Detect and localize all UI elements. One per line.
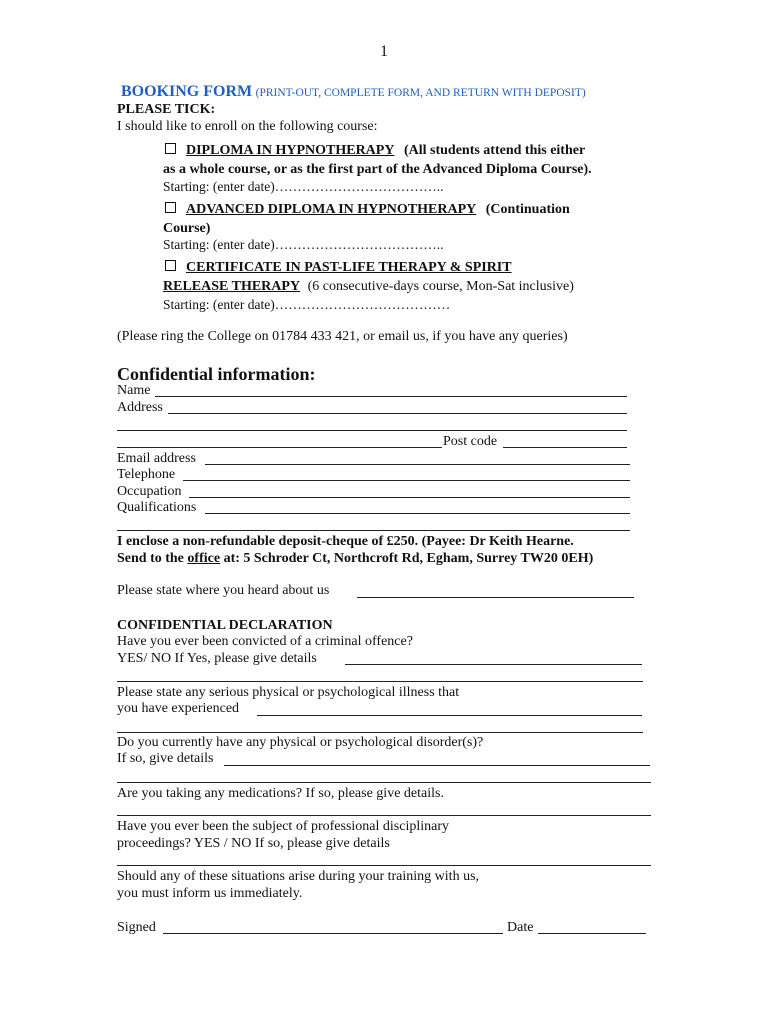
declaration-note-2: you must inform us immediately. bbox=[117, 886, 303, 901]
q1-text: Have you ever been convicted of a criminal offence? bbox=[117, 634, 413, 649]
course-advanced-start-date[interactable]: Starting: (enter date)……………………………….. bbox=[163, 237, 444, 252]
postcode-field[interactable] bbox=[503, 447, 627, 448]
address-label: Address bbox=[117, 400, 163, 415]
name-label: Name bbox=[117, 383, 151, 398]
signature-field[interactable] bbox=[163, 933, 503, 934]
q2-details-field[interactable] bbox=[257, 715, 642, 716]
deposit-address: at: 5 Schroder Ct, Northcroft Rd, Egham, Surrey TW20 0EH) bbox=[220, 551, 594, 566]
course-diploma bbox=[165, 143, 585, 159]
q3-text-2: If so, give details bbox=[117, 751, 214, 766]
heard-about-field[interactable] bbox=[357, 597, 634, 598]
q1-yes-no: YES/ NO If Yes, please give details bbox=[117, 651, 317, 666]
course-pastlife-name: CERTIFICATE IN PAST-LIFE THERAPY & SPIRIT bbox=[186, 260, 512, 275]
qualifications-label: Qualifications bbox=[117, 500, 197, 515]
date-label: Date bbox=[507, 920, 534, 935]
course-advanced-desc: (Continuation bbox=[485, 202, 570, 217]
checkbox-diploma[interactable] bbox=[165, 143, 176, 154]
course-pastlife-desc: (6 consecutive-days course, Mon-Sat inclusive) bbox=[307, 279, 574, 294]
course-diploma-desc-2: as a whole course, or as the first part of the Advanced Diploma Course). bbox=[163, 162, 592, 177]
q4-details-field[interactable] bbox=[117, 815, 651, 816]
deposit-office: office bbox=[187, 551, 221, 566]
declaration-note: Should any of these situations arise during your training with us, bbox=[117, 869, 480, 884]
confidential-heading: Confidential information: bbox=[117, 364, 316, 384]
q3-details-field-2[interactable] bbox=[117, 782, 651, 783]
form-title-main: BOOKING FORM bbox=[121, 83, 253, 100]
email-field[interactable] bbox=[205, 464, 630, 465]
page-number: 1 bbox=[380, 43, 388, 60]
name-field[interactable] bbox=[155, 396, 627, 397]
q2-text: Please state any serious physical or psychological illness that bbox=[117, 685, 460, 700]
date-field[interactable] bbox=[538, 933, 646, 934]
intro-text: I should like to enroll on the following course: bbox=[117, 119, 378, 134]
qualifications-field-2[interactable] bbox=[117, 530, 630, 531]
signed-label: Signed bbox=[117, 920, 156, 935]
telephone-label: Telephone bbox=[117, 467, 176, 482]
form-title-subtitle: (PRINT-OUT, COMPLETE FORM, AND RETURN WITH DEPOSIT) bbox=[255, 87, 586, 99]
q5-text-2: proceedings? YES / NO If so, please give details bbox=[117, 836, 390, 851]
course-diploma-name: DIPLOMA IN HYPNOTHERAPY bbox=[186, 143, 395, 158]
heard-about-label: Please state where you heard about us bbox=[117, 583, 330, 598]
occupation-label: Occupation bbox=[117, 484, 182, 499]
contact-note: (Please ring the College on 01784 433 421, or email us, if you have any queries) bbox=[117, 329, 568, 344]
course-pastlife bbox=[165, 260, 512, 276]
deposit-line-2 bbox=[117, 551, 593, 567]
course-advanced bbox=[165, 202, 570, 218]
course-pastlife-name-2: RELEASE THERAPY bbox=[163, 279, 301, 294]
q1-details-field-2[interactable] bbox=[117, 681, 643, 682]
telephone-field[interactable] bbox=[183, 480, 630, 481]
checkbox-advanced[interactable] bbox=[165, 202, 176, 213]
q5-text: Have you ever been the subject of professional disciplinary bbox=[117, 819, 450, 834]
email-label: Email address bbox=[117, 451, 196, 466]
course-pastlife-start-date[interactable]: Starting: (enter date)………………………………… bbox=[163, 297, 451, 312]
course-pastlife-line2 bbox=[163, 279, 574, 295]
address-field-3[interactable] bbox=[117, 447, 442, 448]
q4-text: Are you taking any medications? If so, please give details. bbox=[117, 786, 444, 801]
course-diploma-start-date[interactable]: Starting: (enter date)……………………………….. bbox=[163, 179, 444, 194]
qualifications-field[interactable] bbox=[205, 513, 630, 514]
occupation-field[interactable] bbox=[189, 497, 630, 498]
address-field-2[interactable] bbox=[117, 430, 627, 431]
q2-details-field-2[interactable] bbox=[117, 732, 643, 733]
q2-text-2: you have experienced bbox=[117, 701, 240, 716]
course-advanced-name: ADVANCED DIPLOMA IN HYPNOTHERAPY bbox=[186, 202, 477, 217]
q3-details-field[interactable] bbox=[224, 765, 650, 766]
declaration-heading: CONFIDENTIAL DECLARATION bbox=[117, 618, 333, 633]
postcode-label: Post code bbox=[443, 434, 498, 449]
checkbox-pastlife[interactable] bbox=[165, 260, 176, 271]
q5-details-field[interactable] bbox=[117, 865, 651, 866]
deposit-line-1: I enclose a non-refundable deposit-cheque of £250. (Payee: Dr Keith Hearne. bbox=[117, 534, 574, 549]
course-advanced-desc-2: Course) bbox=[163, 221, 211, 236]
form-title bbox=[121, 84, 586, 101]
address-field[interactable] bbox=[168, 413, 627, 414]
q1-details-field[interactable] bbox=[345, 664, 642, 665]
please-tick-label: PLEASE TICK: bbox=[117, 102, 216, 117]
deposit-send-to: Send to the bbox=[117, 551, 188, 566]
q3-text: Do you currently have any physical or psychological disorder(s)? bbox=[117, 735, 484, 750]
course-diploma-desc: (All students attend this either bbox=[403, 143, 586, 158]
